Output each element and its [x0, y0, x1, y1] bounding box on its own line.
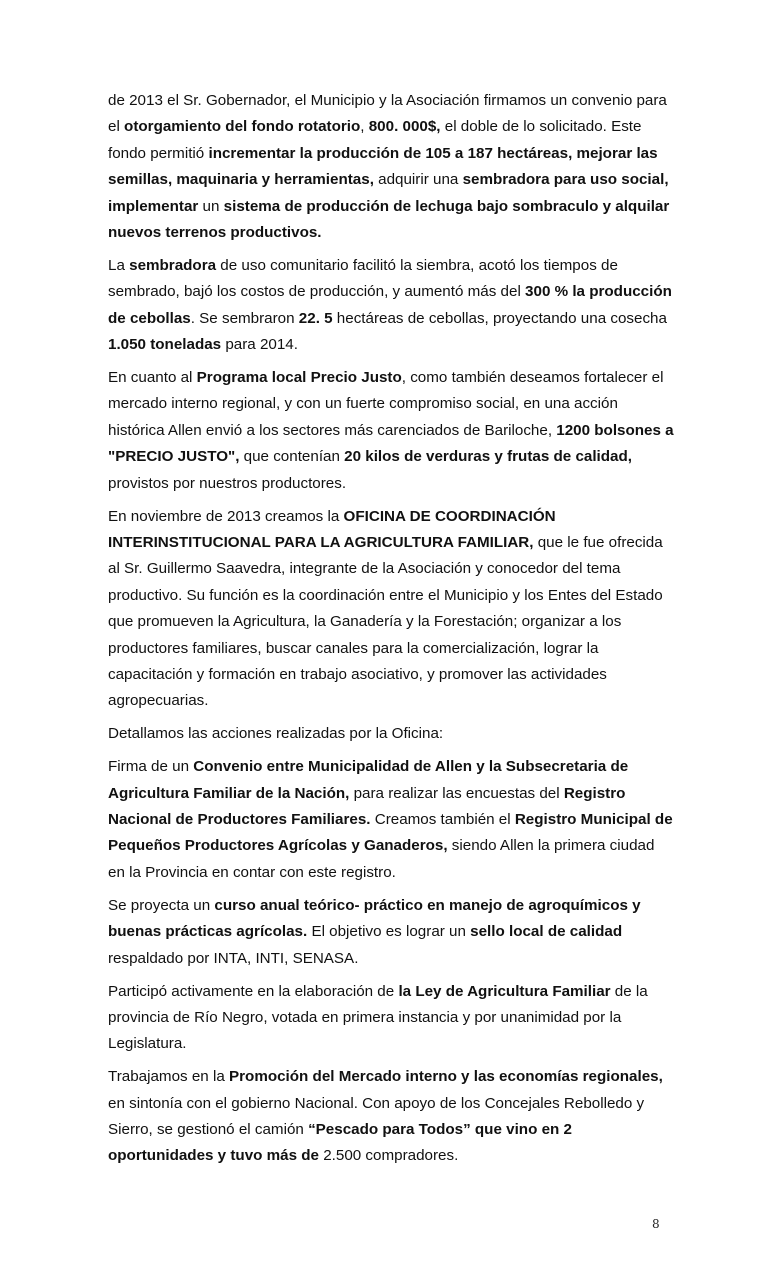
bold-text: Promoción del Mercado interno y las economías regionales, [229, 1068, 663, 1086]
bold-text: sello local de calidad [470, 923, 623, 941]
text-run: La [108, 256, 130, 274]
text-run: de uso comunitario facilitó la siembra, acotó los tiempos de sembrado, bajó los costos de producción, y aumentó más del [108, 256, 618, 301]
text-run: Creamos también el [370, 811, 515, 829]
text-run: Se proyecta un [108, 896, 215, 914]
body-text [108, 88, 674, 1176]
paragraph [108, 504, 674, 715]
text-run: de la provincia de Río Negro, votada en primera instancia y por unanimidad por la Legislatura. [108, 982, 648, 1053]
bold-text: Programa local Precio Justo [196, 369, 402, 387]
bold-text: 800. 000$, [368, 118, 441, 136]
text-run: que contenían [239, 448, 345, 466]
bold-text: OFICINA DE COORDINACIÓN INTERINSTITUCIONAL PARA LA AGRICULTURA FAMILIAR, [108, 507, 556, 551]
bold-text: incrementar la producción de 105 a 187 hectáreas, mejorar las semillas, maquinaria y herramientas, [108, 144, 658, 189]
text-run: Participó activamente en la elaboración de [108, 982, 399, 1000]
text-run: en sintonía con el gobierno Nacional. Con apoyo de los Concejales Rebolledo y Sierro, se gestionó el camión [108, 1094, 645, 1139]
text-run: para realizar las encuestas del [349, 784, 564, 802]
bold-text: curso anual teórico- práctico en manejo de agroquímicos y buenas prácticas agrícolas. [108, 896, 641, 941]
bold-text: Convenio entre Municipalidad de Allen y la Subsecretaria de Agricultura Familiar de la Nación, [108, 758, 629, 802]
bold-text: Registro Nacional de Productores Familiares. [108, 784, 626, 829]
text-run: siendo Allen la primera ciudad en la Provincia en contar con este registro. [108, 837, 655, 881]
paragraph [108, 979, 674, 1058]
paragraph [108, 754, 674, 886]
paragraph [108, 253, 674, 359]
text-run: el doble de lo solicitado. Este fondo permitió [108, 118, 642, 162]
bold-text: 1200 bolsones a "PRECIO JUSTO", [108, 421, 674, 466]
text-run: adquirir una [373, 171, 463, 189]
text-run: El objetivo es lograr un [307, 923, 471, 941]
bold-text: “Pescado para Todos” que vino en 2 oportunidades y tuvo más de [108, 1121, 572, 1165]
text-run: 2.500 compradores. [318, 1147, 459, 1165]
text-run: Trabajamos en la [108, 1068, 229, 1086]
bold-text: otorgamiento del fondo rotatorio [124, 118, 361, 136]
text-run: de 2013 el Sr. Gobernador, el Municipio y la Asociación firmamos un convenio para el [108, 92, 667, 136]
text-run: provistos por nuestros productores. [108, 474, 347, 492]
paragraph [108, 88, 674, 246]
bold-text: 22. 5 [298, 309, 333, 327]
text-run: un [198, 197, 224, 215]
text-run: hectáreas de cebollas, proyectando una cosecha [332, 309, 667, 327]
text-run: . Se sembraron [190, 309, 299, 327]
text-run: respaldado por INTA, INTI, SENASA. [108, 949, 359, 967]
text-run: para 2014. [221, 336, 298, 354]
bold-text: sistema de producción de lechuga bajo sombraculo y alquilar nuevos terrenos productivos. [108, 197, 670, 242]
bold-text: la Ley de Agricultura Familiar [398, 982, 611, 1000]
text-run: Firma de un [108, 758, 194, 776]
bold-text: 300 % la producción de cebollas [108, 283, 672, 327]
paragraph [108, 721, 674, 747]
text-run: , como también deseamos fortalecer el mercado interno regional, y con un fuerte compromiso social, en una acción histórica Allen envió a los sectores más carenciados de Bariloche, [108, 369, 664, 439]
bold-text: 1.050 toneladas [108, 336, 222, 354]
paragraph [108, 365, 674, 497]
bold-text: sembradora [129, 256, 217, 274]
text-run: En cuanto al [108, 369, 197, 387]
text-run: , [360, 118, 369, 136]
paragraph [108, 1064, 674, 1170]
bold-text: Registro Municipal de Pequeños Productores Agrícolas y Ganaderos, [108, 811, 673, 855]
page-number: 8 [652, 1217, 660, 1231]
text-run: que le fue ofrecida al Sr. Guillermo Saavedra, integrante de la Asociación y conocedor del tema productivo. Su función es la coordinación entre el Municipio y los Entes del Estado que promueven la Agricultura, la Ganadería y la Forestación; organizar a los productores familiares, buscar canales para la comercialización, lograr la capacitación y formación en trabajo asociativo, y promover las actividades agropecuarias. [108, 534, 663, 710]
bold-text: sembradora para uso social, implementar [108, 171, 669, 215]
paragraph [108, 893, 674, 972]
text-run: En noviembre de 2013 creamos la [108, 507, 344, 525]
bold-text: 20 kilos de verduras y frutas de calidad, [344, 448, 632, 466]
text-run: Detallamos las acciones realizadas por la Oficina: [108, 725, 444, 743]
